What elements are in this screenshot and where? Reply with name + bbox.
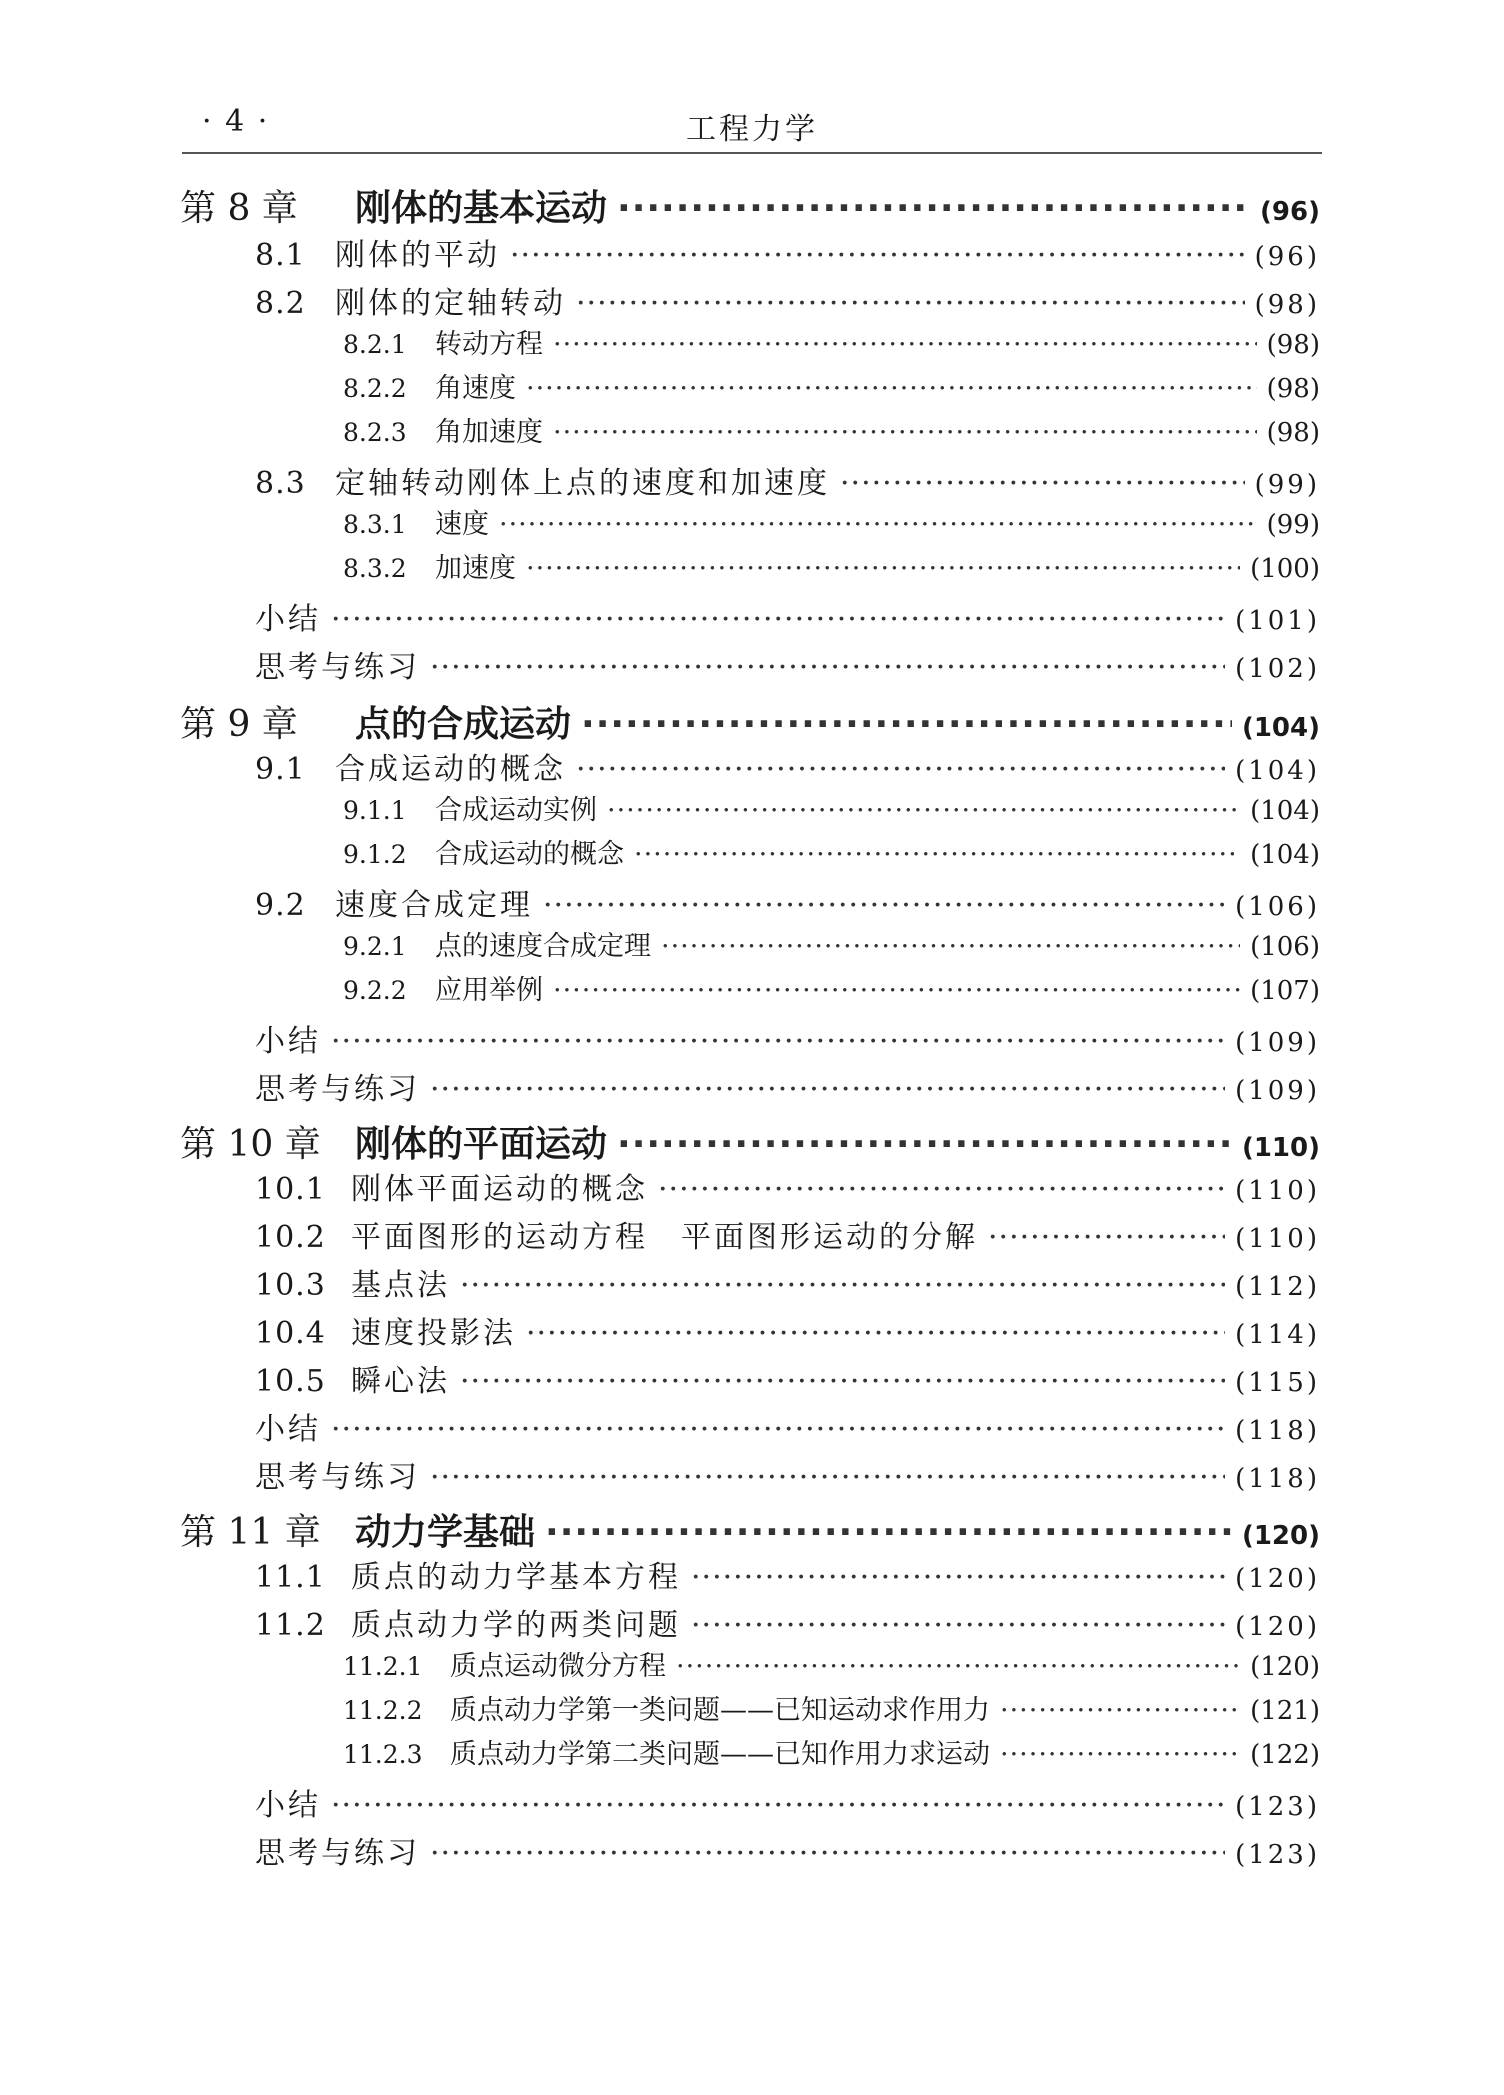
toc-entry-page: (123) [1235,1792,1320,1822]
toc-entry-number: 10.1 [255,1172,326,1207]
dot-leader [331,1788,1225,1823]
dot-leader [576,752,1225,787]
toc-entry-title: 小结 [255,1788,321,1823]
toc-entry-page: (120) [1235,1564,1320,1594]
dot-leader [430,1460,1225,1495]
dot-leader [691,1608,1225,1643]
dot-leader [510,238,1245,273]
dot-leader [676,1651,1240,1682]
toc-entry-plain[interactable] [255,1016,1320,1060]
toc-entry-number: 8.3.2 [343,554,407,583]
toc-entry-subsection[interactable] [343,788,1320,827]
toc-entry-plain[interactable] [255,1452,1320,1496]
dot-leader [840,466,1245,501]
toc-entry-number: 11.1 [255,1560,326,1595]
dot-leader [331,1412,1225,1447]
toc-entry-number: 9.2 [255,888,306,923]
toc-entry-subsection[interactable] [343,1732,1320,1771]
toc-entry-title: 刚体的平面运动 [355,1124,608,1165]
toc-entry-number: 10.2 [255,1220,326,1255]
dot-leader [460,1268,1225,1303]
toc-entry-page: (96) [1254,242,1320,272]
toc-entry-number: 9.2.2 [343,976,407,1005]
toc-entry-plain[interactable] [255,594,1320,638]
dot-leader [658,1172,1225,1207]
toc-entry-title: 瞬心法 [351,1364,450,1399]
toc-entry-title: 点的速度合成定理 [435,931,651,962]
toc-entry-title: 加速度 [435,553,516,584]
dot-leader [526,1316,1225,1351]
page-number: · 4 · [202,104,270,139]
toc-entry-page: (104) [1235,756,1320,786]
toc-entry-title: 应用举例 [435,975,543,1006]
toc-entry-page: (99) [1254,470,1320,500]
dot-leader [526,553,1240,584]
toc-entry-number: 第 11 章 [180,1512,321,1553]
toc-entry-page: (106) [1235,892,1320,922]
toc-entry-title: 刚体平面运动的概念 [351,1172,648,1207]
toc-entry-number: 8.2.3 [343,418,407,447]
dot-leader [617,1124,1232,1165]
toc-entry-section[interactable] [255,278,1320,322]
toc-entry-title: 质点动力学第一类问题——已知运动求作用力 [450,1695,990,1726]
dot-leader [661,931,1240,962]
toc-entry-title: 点的合成运动 [355,704,572,745]
toc-entry-subsection[interactable] [343,366,1320,405]
toc-entry-subsection[interactable] [343,546,1320,585]
toc-entry-page: (96) [1260,197,1320,227]
toc-entry-title: 平面图形的运动方程 平面图形运动的分解 [351,1220,978,1255]
toc-entry-number: 8.2.1 [343,330,407,359]
toc-entry-title: 角加速度 [435,417,543,448]
toc-entry-number: 8.3.1 [343,510,407,539]
toc-entry-page: (110) [1235,1176,1320,1206]
toc-entry-title: 基点法 [351,1268,450,1303]
toc-entry-subsection[interactable] [343,832,1320,871]
dot-leader [430,1836,1225,1871]
toc-entry-number: 11.2 [255,1608,326,1643]
toc-entry-title: 动力学基础 [355,1512,536,1553]
toc-entry-page: (115) [1235,1368,1320,1398]
dot-leader [430,1072,1225,1107]
toc-entry-number: 11.2.2 [343,1696,423,1725]
toc-entry-title: 质点的动力学基本方程 [351,1560,681,1595]
toc-entry-subsection[interactable] [343,924,1320,963]
dot-leader [634,839,1240,870]
toc-entry-title: 合成运动的概念 [435,839,624,870]
toc-entry-page: (102) [1235,654,1320,684]
toc-entry-page: (100) [1250,554,1320,584]
dot-leader [499,509,1257,540]
toc-entry-plain[interactable] [255,1404,1320,1448]
dot-leader [526,373,1257,404]
toc-entry-title: 转动方程 [435,329,543,360]
toc-entry-page: (106) [1250,932,1320,962]
dot-leader [581,704,1232,745]
dot-leader [460,1364,1225,1399]
dot-leader [1000,1695,1240,1726]
toc-entry-title: 刚体的平动 [335,238,500,273]
toc-entry-subsection[interactable] [343,968,1320,1007]
toc-entry-title: 思考与练习 [255,1072,420,1107]
toc-entry-plain[interactable] [255,1780,1320,1824]
toc-entry-number: 第 10 章 [180,1124,321,1165]
toc-entry-number: 9.1 [255,752,306,787]
dot-leader [1000,1739,1240,1770]
toc-entry-title: 质点运动微分方程 [450,1651,666,1682]
toc-entry-page: (101) [1235,606,1320,636]
toc-entry-title: 思考与练习 [255,1836,420,1871]
toc-entry-subsection[interactable] [343,322,1320,361]
toc-entry-title: 小结 [255,1024,321,1059]
dot-leader [331,1024,1225,1059]
toc-entry-page: (110) [1235,1224,1320,1254]
toc-entry-title: 合成运动实例 [435,795,597,826]
toc-entry-title: 刚体的基本运动 [355,188,608,229]
toc-entry-subsection[interactable] [343,502,1320,541]
toc-entry-section[interactable] [255,1260,1320,1304]
toc-entry-section[interactable] [255,880,1320,924]
page-header [182,100,1322,154]
toc-entry-number: 第 9 章 [180,704,298,745]
dot-leader [545,1512,1232,1553]
dot-leader [553,417,1257,448]
toc-entry-page: (104) [1241,713,1320,743]
toc-entry-chapter[interactable] [180,180,1320,231]
toc-entry-page: (120) [1241,1521,1320,1551]
toc-entry-page: (104) [1250,796,1320,826]
toc-entry-title: 速度 [435,509,489,540]
toc-entry-title: 质点动力学第二类问题——已知作用力求运动 [450,1739,990,1770]
toc-entry-number: 8.2 [255,286,306,321]
toc-entry-number: 11.2.1 [343,1652,423,1681]
toc-entry-number: 8.1 [255,238,306,273]
toc-entry-page: (120) [1235,1612,1320,1642]
toc-entry-plain[interactable] [255,1828,1320,1872]
toc-entry-number: 9.1.1 [343,796,407,825]
toc-entry-section[interactable] [255,1308,1320,1352]
toc-entry-plain[interactable] [255,1064,1320,1108]
toc-entry-number: 11.2.3 [343,1740,423,1769]
toc-entry-title: 角速度 [435,373,516,404]
toc-entry-number: 第 8 章 [180,188,298,229]
toc-entry-subsection[interactable] [343,410,1320,449]
toc-entry-title: 速度投影法 [351,1316,516,1351]
toc-entry-page: (109) [1235,1028,1320,1058]
toc-entry-plain[interactable] [255,642,1320,686]
toc-entry-number: 10.5 [255,1364,326,1399]
toc-entry-title: 质点动力学的两类问题 [351,1608,681,1643]
toc-entry-page: (118) [1235,1416,1320,1446]
toc-entry-page: (104) [1250,840,1320,870]
dot-leader [553,329,1257,360]
dot-leader [430,650,1225,685]
toc-entry-subsection[interactable] [343,1644,1320,1683]
toc-entry-section[interactable] [255,1212,1320,1256]
toc-entry-page: (110) [1241,1133,1320,1163]
toc-entry-page: (109) [1235,1076,1320,1106]
toc-entry-title: 速度合成定理 [335,888,533,923]
toc-entry-section[interactable] [255,230,1320,274]
dot-leader [576,286,1245,321]
toc-entry-title: 小结 [255,1412,321,1447]
toc-entry-title: 合成运动的概念 [335,752,566,787]
toc-entry-number: 10.4 [255,1316,326,1351]
dot-leader [617,188,1250,229]
toc-entry-section[interactable] [255,458,1320,502]
toc-entry-section[interactable] [255,1356,1320,1400]
toc-entry-section[interactable] [255,1600,1320,1644]
toc-entry-page: (122) [1250,1740,1320,1770]
toc-entry-subsection[interactable] [343,1688,1320,1727]
toc-entry-page: (98) [1254,290,1320,320]
toc-entry-chapter[interactable] [180,696,1320,747]
toc-entry-page: (112) [1235,1272,1320,1302]
toc-entry-title: 思考与练习 [255,650,420,685]
toc-entry-title: 定轴转动刚体上点的速度和加速度 [335,466,830,501]
toc-entry-chapter[interactable] [180,1116,1320,1167]
toc-entry-page: (114) [1235,1320,1320,1350]
toc-entry-page: (98) [1266,330,1320,360]
toc-entry-section[interactable] [255,1552,1320,1596]
toc-entry-title: 思考与练习 [255,1460,420,1495]
dot-leader [691,1560,1225,1595]
toc-entry-number: 8.2.2 [343,374,407,403]
book-title: 工程力学 [686,112,818,147]
dot-leader [331,602,1225,637]
toc-entry-page: (121) [1250,1696,1320,1726]
toc-entry-page: (98) [1266,374,1320,404]
toc-entry-section[interactable] [255,744,1320,788]
toc-entry-section[interactable] [255,1164,1320,1208]
toc-entry-page: (107) [1250,976,1320,1006]
dot-leader [553,975,1240,1006]
toc-entry-number: 9.1.2 [343,840,407,869]
toc-entry-page: (99) [1266,510,1320,540]
dot-leader [988,1220,1225,1255]
toc-entry-title: 小结 [255,602,321,637]
dot-leader [543,888,1225,923]
toc-entry-chapter[interactable] [180,1504,1320,1555]
toc-entry-page: (118) [1235,1464,1320,1494]
toc-entry-page: (98) [1266,418,1320,448]
toc-entry-number: 8.3 [255,466,306,501]
toc-entry-page: (123) [1235,1840,1320,1870]
toc-entry-number: 9.2.1 [343,932,407,961]
dot-leader [607,795,1240,826]
toc-entry-page: (120) [1250,1652,1320,1682]
toc-entry-number: 10.3 [255,1268,326,1303]
toc-entry-title: 刚体的定轴转动 [335,286,566,321]
